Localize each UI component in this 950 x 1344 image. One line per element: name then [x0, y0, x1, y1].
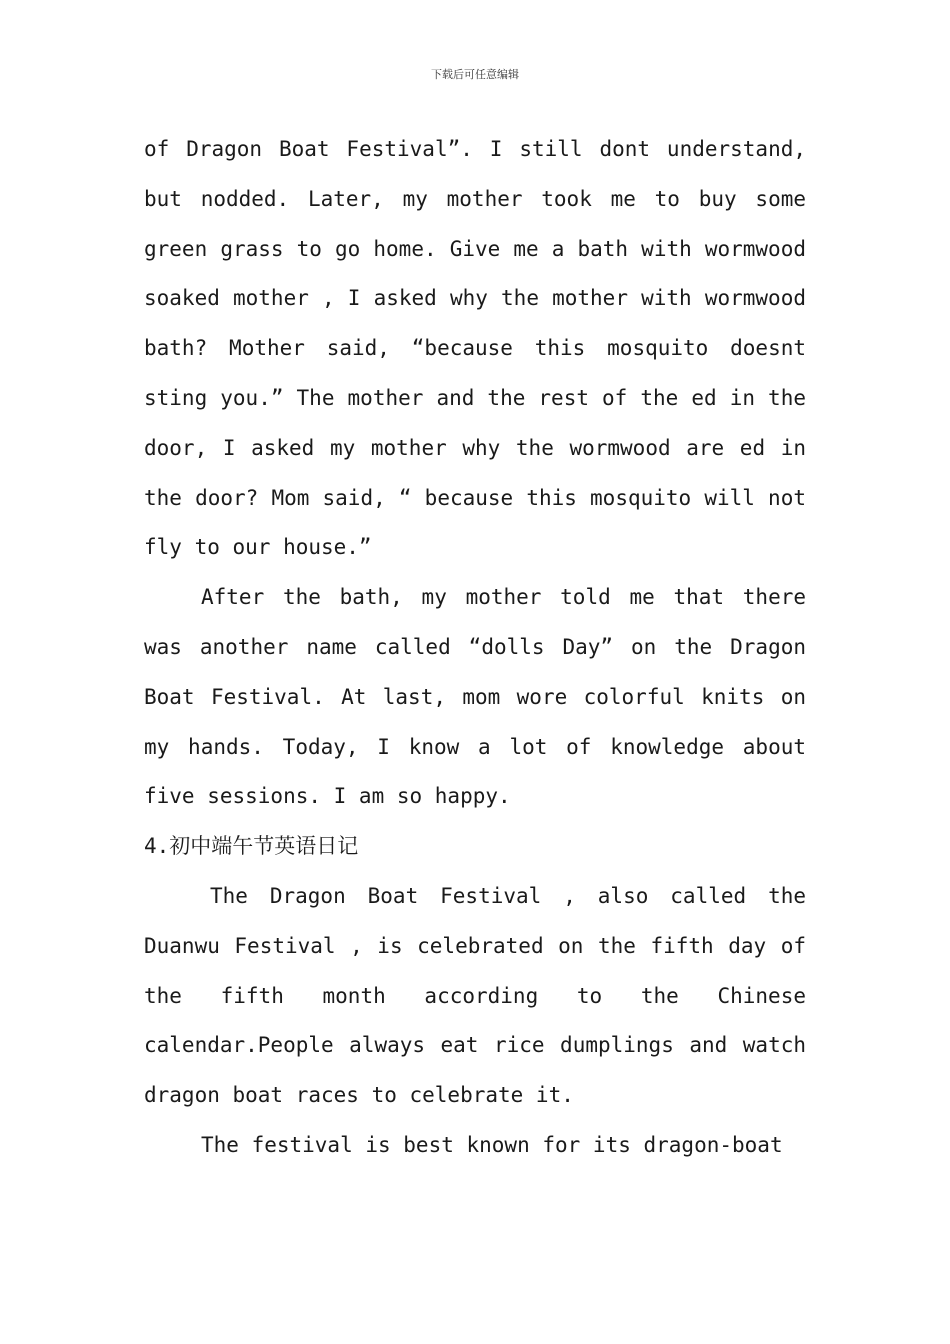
paragraph-after-bath: After the bath, my mother told me that there was another name called “dolls Day” on the Dragon Boat Festival. At last, mom wore colorful knits on my hands. Today, I know a lot of knowledge about five sessions. I am so happy.: [144, 585, 806, 809]
paragraph-festival-known: The festival is best known for its dragon-boat: [201, 1132, 783, 1157]
document-body: [144, 125, 806, 1171]
page-header: 下载后可任意编辑: [431, 68, 519, 81]
paragraph-dragon-boat-festival: The Dragon Boat Festival , also called the Duanwu Festival , is celebrated on the fifth day of the fifth month according to the Chinese calendar.People always eat rice dumplings and watch dragon boat races to celebrate it.: [144, 883, 806, 1108]
section-heading: 4.初中端午节英语日记: [144, 834, 359, 859]
paragraph-continuation: of Dragon Boat Festival”. I still dont understand, but nodded. Later, my mother took me to buy some green grass to go home. Give me a bath with wormwood soaked mother , I asked why the mother with wormwood bath? Mother said, “because this mosquito doesnt sting you.” The mother and the rest of the ed in the door, I asked my mother why the wormwood are ed in the door? Mom said, “ because this mosquito will not fly to our house.”: [144, 137, 806, 560]
